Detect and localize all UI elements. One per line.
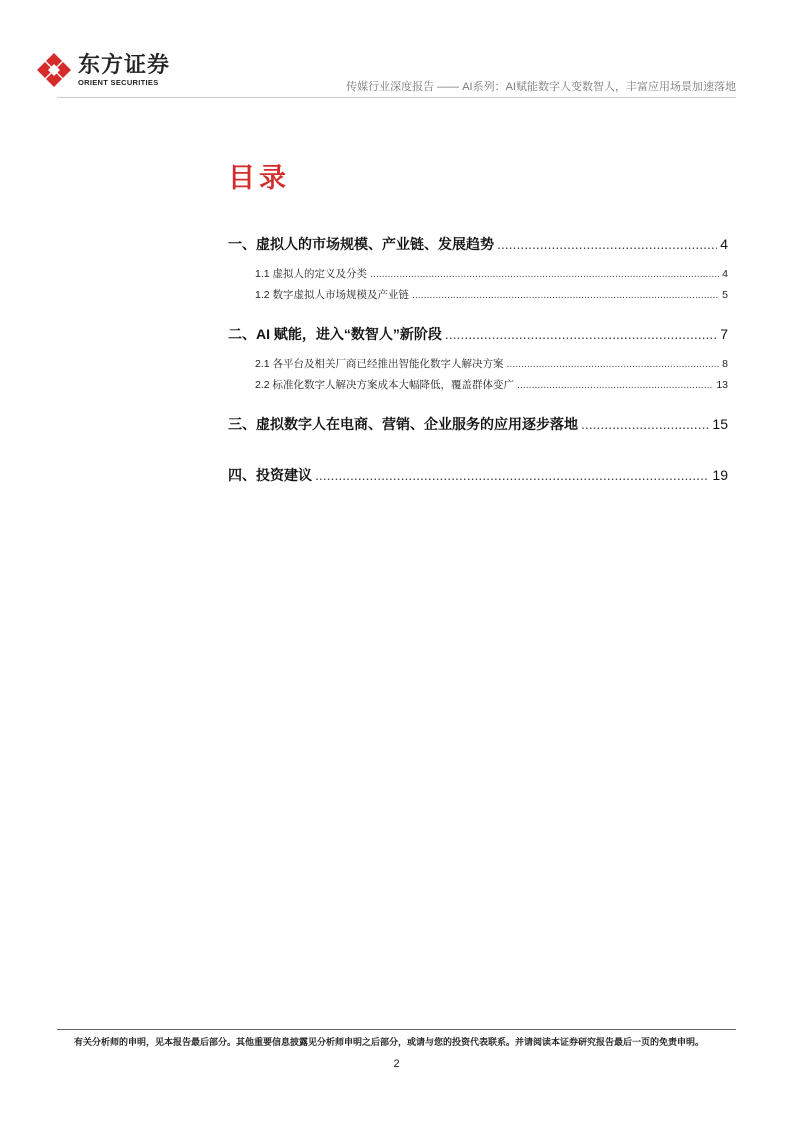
page-number: 2 (393, 1058, 400, 1070)
toc-entry-page: 15 (712, 416, 728, 432)
toc-entry-page: 8 (722, 358, 728, 370)
toc-entry-section-1-1[interactable] (255, 266, 728, 281)
toc-entry-section-4[interactable] (228, 465, 728, 485)
report-header-title: 传媒行业深度报告 —— AI系列：AI赋能数字人变数智人，丰富应用场景加速落地 (346, 81, 736, 93)
toc-entry-section-1-2[interactable] (255, 287, 728, 302)
toc-entry-section-2-2[interactable] (255, 377, 728, 392)
toc-entry-label: 2.2 标准化数字人解决方案成本大幅降低，覆盖群体变广 (255, 379, 515, 391)
toc-entry-page: 13 (716, 379, 728, 391)
toc-leader-dots (370, 268, 719, 280)
toc-leader-dots (497, 236, 717, 252)
toc-entry-page: 7 (720, 326, 728, 342)
toc-leader-dots (412, 289, 719, 301)
toc-title: 目录 (228, 163, 290, 193)
toc-entry-label: 三、虚拟数字人在电商、营销、企业服务的应用逐步落地 (228, 416, 578, 432)
toc-entry-label: 2.1 各平台及相关厂商已经推出智能化数字人解决方案 (255, 358, 504, 370)
logo-chinese-name: 东方证券 (78, 51, 171, 77)
toc-entry-section-2-1[interactable] (255, 356, 728, 371)
toc-entry-label: 一、虚拟人的市场规模、产业链、发展趋势 (228, 236, 494, 252)
toc-entry-page: 4 (722, 268, 728, 280)
header-divider (57, 97, 736, 98)
toc-leader-dots (507, 358, 720, 370)
toc-leader-dots (445, 326, 717, 342)
logo-english-name: ORIENT SECURITIES (78, 77, 159, 87)
footer-divider (57, 1029, 736, 1030)
toc-entry-label: 二、AI 赋能，进入“数智人”新阶段 (228, 326, 442, 342)
company-logo (36, 52, 170, 88)
toc-leader-dots (581, 416, 709, 432)
toc-leader-dots (315, 467, 709, 483)
logo-mark-icon (36, 52, 72, 88)
toc-leader-dots (517, 379, 713, 391)
toc-entry-label: 1.2 数字虚拟人市场规模及产业链 (255, 289, 410, 301)
toc-entry-page: 5 (722, 289, 728, 301)
toc-entry-page: 4 (720, 236, 728, 252)
toc-entry-label: 1.1 虚拟人的定义及分类 (255, 268, 368, 280)
toc-entry-section-3[interactable] (228, 414, 728, 434)
toc-entry-section-2[interactable] (228, 324, 728, 344)
toc-entry-label: 四、投资建议 (228, 467, 312, 483)
toc-entry-page: 19 (712, 467, 728, 483)
footer-disclaimer: 有关分析师的申明，见本报告最后部分。其他重要信息披露见分析师申明之后部分，或请与您的投资代表联系。并请阅读本证券研究报告最后一页的免责申明。 (74, 1037, 705, 1047)
toc-entry-section-1[interactable] (228, 234, 728, 254)
